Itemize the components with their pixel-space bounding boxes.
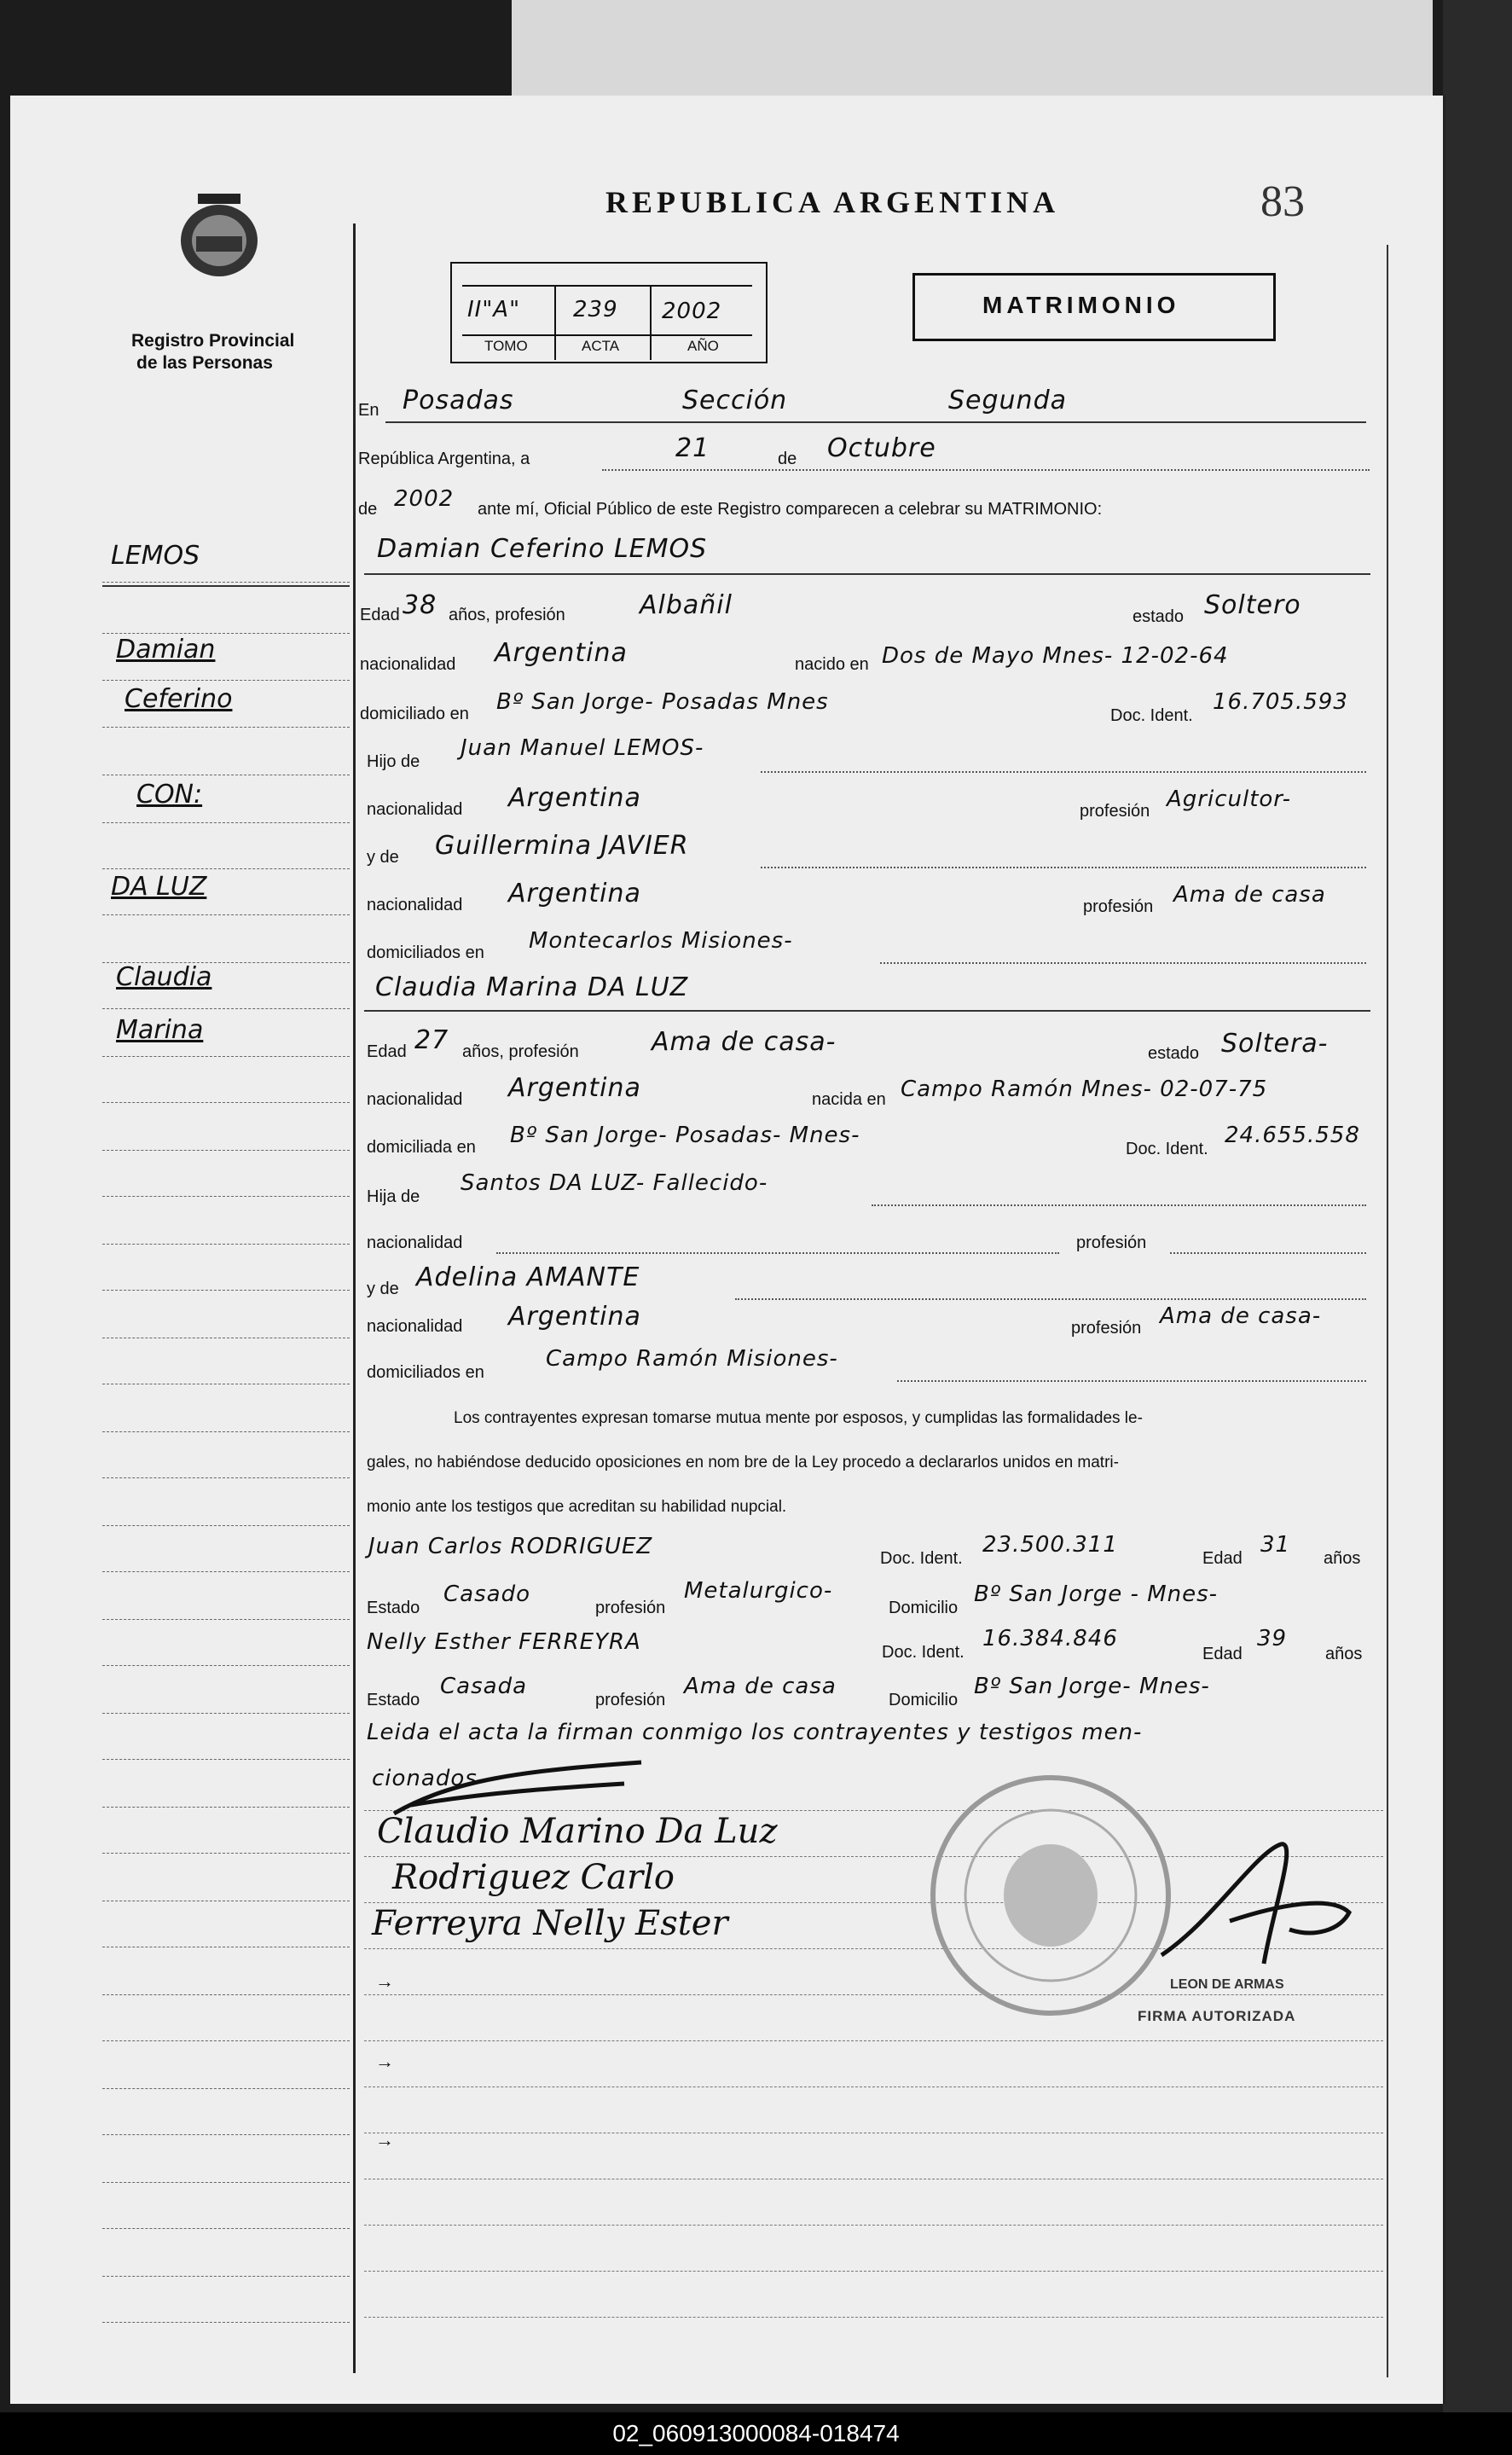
groom-domiciliados-value: Montecarlos Misiones- [529,928,793,954]
stamp-name: LEON DE ARMAS [1170,1977,1284,1992]
witness1-estado-value: Casado [443,1582,530,1607]
margin-line [102,585,350,587]
bride-nacida-value: Campo Ramón Mnes- 02-07-75 [901,1077,1268,1102]
groom-hijo-label: Hijo de [367,752,420,771]
margin-line [102,582,350,583]
segunda-value: Segunda [948,386,1067,415]
margin-line [102,1713,350,1714]
signature-witness2: Ferreyra Nelly Ester [372,1904,728,1943]
box-label-rule [462,334,752,336]
margin-line [102,1102,350,1103]
witness2-name: Nelly Esther FERREYRA [367,1629,641,1655]
bride-doc-value: 24.655.558 [1225,1123,1360,1148]
signature-bride: Claudio Marino Da Luz [377,1812,778,1851]
ruled-line [364,2317,1383,2318]
groom-mother-prof-label: profesión [1083,897,1154,916]
fill-line [735,1298,1366,1300]
signature-witness1: Rodriguez Carlo [392,1858,675,1897]
month-value: Octubre [827,433,936,463]
witness1-estado-label: Estado [367,1599,420,1617]
margin-line [102,914,350,915]
day-value: 21 [675,433,710,463]
witness2-estado-label: Estado [367,1691,420,1709]
margin-line [102,2276,350,2277]
bride-full-name: Claudia Marina DA LUZ [375,972,689,1002]
fill-line [1170,1252,1366,1254]
groom-nac-value: Argentina [495,638,628,668]
margin-line [102,1431,350,1432]
margin-name2b: Marina [116,1015,204,1045]
groom-dom-label: domiciliado en [360,705,469,723]
fill-line [364,573,1370,575]
fill-line [897,1380,1366,1382]
margin-line [102,2228,350,2229]
top-background [512,0,1433,96]
fill-line [364,1010,1370,1012]
groom-father-nac-value: Argentina [508,783,641,813]
groom-doc-label: Doc. Ident. [1110,706,1193,725]
fill-line [880,962,1366,964]
groom-doc-value: 16.705.593 [1213,689,1348,715]
groom-nacido-value: Dos de Mayo Mnes- 12-02-64 [882,643,1229,669]
witness1-anos-label: años [1324,1549,1361,1568]
margin-line [102,1665,350,1666]
box-top-rule [462,285,752,287]
groom-domiciliados-label: domiciliados en [367,943,484,962]
bride-mother-nac-value: Argentina [508,1302,641,1332]
witness2-profesion-value: Ama de casa [684,1674,837,1699]
margin-line [102,1619,350,1620]
witness1-domicilio-value: Bº San Jorge - Mnes- [974,1582,1219,1607]
ruled-line [364,2271,1383,2272]
bride-father-value: Santos DA LUZ- Fallecido- [461,1170,768,1196]
witness2-profesion-label: profesión [595,1691,666,1709]
arrow-mark-icon: → [375,2129,394,2150]
groom-mother-nac-label: nacionalidad [367,896,463,914]
bride-estado-label: estado [1148,1044,1200,1063]
witness1-edad-value: 31 [1260,1532,1291,1558]
groom-father-nac-label: nacionalidad [367,800,463,819]
bride-profesion-value: Ama de casa- [652,1027,837,1057]
witness1-profesion-value: Metalurgico- [684,1578,833,1604]
groom-edad-label: Edad [360,606,400,624]
acta-value: 239 [573,297,618,322]
margin-line [102,1290,350,1291]
bride-mother-prof-value: Ama de casa- [1160,1303,1322,1329]
ruled-line [364,2086,1383,2087]
margin-line [102,1807,350,1808]
witness1-doc-value: 23.500.311 [982,1532,1118,1558]
witness1-edad-label: Edad [1202,1549,1243,1568]
fill-line [761,771,1366,773]
document-page [10,96,1445,2404]
registry-name-line2: de las Personas [136,353,273,373]
box-divider [554,285,556,360]
witness2-estado-value: Casada [440,1674,528,1699]
country-title: REPUBLICA ARGENTINA [605,185,1060,219]
record-type: MATRIMONIO [982,292,1180,318]
groom-edad-value: 38 [403,590,437,620]
bride-edad-label: Edad [367,1042,407,1061]
margin-surname2: DA LUZ [111,872,207,902]
year-value: 2002 [394,486,455,512]
ano-value: 2002 [662,299,722,324]
margin-line [102,1525,350,1526]
bride-nac-value: Argentina [508,1073,641,1103]
groom-full-name: Damian Ceferino LEMOS [377,534,708,564]
arrow-mark-icon: → [375,2051,394,2072]
bride-hija-label: Hija de [367,1187,420,1206]
acta-label: ACTA [582,338,620,354]
bride-estado-value: Soltera- [1221,1029,1329,1059]
groom-father-prof-label: profesión [1080,802,1150,821]
margin-line [102,2322,350,2323]
margin-line [102,1008,350,1009]
witness2-doc-value: 16.384.846 [982,1626,1118,1651]
de2-label: de [358,500,378,519]
margin-line [102,2134,350,2135]
margin-line [102,1056,350,1057]
official-seal-icon [923,1767,1179,2023]
bride-domiciliados-value: Campo Ramón Misiones- [546,1346,838,1372]
groom-anos-profesion-label: años, profesión [449,606,565,624]
statement-line3: monio ante los testigos que acreditan su habilidad nupcial. [367,1498,787,1516]
margin-line [102,1196,350,1197]
margin-line [102,822,350,823]
de-label: de [778,450,797,468]
margin-surname1: LEMOS [111,541,200,571]
bride-mother-prof-label: profesión [1071,1319,1142,1338]
groom-dom-value: Bº San Jorge- Posadas Mnes [496,689,829,715]
ano-label: AÑO [687,338,719,354]
groom-mother-prof-value: Ama de casa [1173,882,1326,908]
officer-text: ante mí, Oficial Público de este Registro comparecen a celebrar su MATRIMONIO: [478,500,1103,519]
right-border-line [1387,245,1388,2377]
witness1-profesion-label: profesión [595,1599,666,1617]
margin-line [102,633,350,634]
bride-dom-value: Bº San Jorge- Posadas- Mnes- [510,1123,860,1148]
margin-line [102,1150,350,1151]
witness2-edad-value: 39 [1257,1626,1288,1651]
witness1-name: Juan Carlos RODRIGUEZ [368,1534,653,1559]
statement-line1: Los contrayentes expresan tomarse mutua mente por esposos, y cumplidas las formalidades le- [454,1409,1143,1427]
emblem-icon [164,194,275,279]
margin-line [102,1853,350,1854]
place-value: Posadas [403,386,514,415]
ruled-line [364,1994,1383,1995]
margin-line [102,1477,350,1478]
margin-line [102,1244,350,1245]
margin-line [102,2040,350,2041]
box-divider [650,285,652,360]
margin-name1a: Damian [116,635,216,665]
groom-nac-label: nacionalidad [360,655,456,674]
bride-dom-label: domiciliada en [367,1138,476,1157]
closing-line1: Leida el acta la firman conmigo los contrayentes y testigos men- [367,1720,1143,1745]
margin-line [102,1759,350,1760]
margin-line [102,1571,350,1572]
fill-line [872,1204,1366,1206]
ruled-line [364,2040,1383,2041]
margin-line [102,868,350,869]
republica-label: República Argentina, a [358,450,530,468]
page-number: 83 [1260,177,1305,226]
registry-name-line1: Registro Provincial [131,331,295,351]
margin-line [102,1994,350,1995]
bride-doc-label: Doc. Ident. [1126,1140,1208,1158]
bride-anos-profesion-label: años, profesión [462,1042,579,1061]
ruled-line [364,2225,1383,2226]
bride-yde-label: y de [367,1280,399,1298]
bride-edad-value: 27 [414,1025,449,1055]
closing-line2: cionados [372,1766,478,1791]
groom-yde-label: y de [367,848,399,867]
fill-line [385,421,1366,423]
witness2-domicilio-label: Domicilio [889,1691,959,1709]
tomo-value: II"A" [467,297,521,322]
fill-line [496,1252,1059,1254]
bride-nac-label: nacionalidad [367,1090,463,1109]
officer-signature-icon [1144,1819,1366,1989]
tomo-label: TOMO [484,338,528,354]
groom-estado-value: Soltero [1204,590,1301,620]
seccion-value: Sección [682,386,788,415]
margin-name2a: Claudia [116,962,212,992]
bride-mother-nac-label: nacionalidad [367,1317,463,1336]
fill-line [602,469,1370,471]
statement-line2: gales, no habiéndose deducido oposiciones en nom bre de la Ley procedo a declararlos unidos en matri- [367,1454,1119,1471]
margin-line [102,727,350,728]
bride-mother-value: Adelina AMANTE [416,1262,640,1292]
witness2-edad-label: Edad [1202,1645,1243,1663]
en-label: En [358,401,379,420]
book-spine [1443,0,1512,2423]
image-caption: 02_060913000084-018474 [0,2412,1512,2455]
groom-father-prof-value: Agricultor- [1167,786,1291,812]
groom-father-value: Juan Manuel LEMOS- [461,735,704,761]
bride-father-prof-label: profesión [1076,1233,1147,1252]
margin-line [102,680,350,681]
witness1-doc-label: Doc. Ident. [880,1549,963,1568]
margin-con: CON: [136,780,203,810]
witness2-doc-label: Doc. Ident. [882,1643,965,1662]
margin-divider [353,223,356,2373]
bride-nacida-label: nacida en [812,1090,886,1109]
witness2-domicilio-value: Bº San Jorge- Mnes- [974,1674,1210,1699]
witness2-anos-label: años [1325,1645,1363,1663]
arrow-mark-icon: → [375,1970,394,1992]
margin-line [102,2182,350,2183]
stamp-firma-autorizada: FIRMA AUTORIZADA [1138,2008,1296,2024]
margin-line [102,2088,350,2089]
groom-mother-nac-value: Argentina [508,879,641,908]
groom-estado-label: estado [1133,607,1185,626]
groom-nacido-label: nacido en [795,655,869,674]
margin-line [102,962,350,963]
bride-domiciliados-label: domiciliados en [367,1363,484,1382]
bride-father-nac-label: nacionalidad [367,1233,463,1252]
fill-line [761,867,1366,868]
margin-name1b: Ceferino [125,684,233,714]
groom-profesion-value: Albañil [640,590,733,620]
witness1-domicilio-label: Domicilio [889,1599,959,1617]
groom-mother-value: Guillermina JAVIER [435,831,689,861]
